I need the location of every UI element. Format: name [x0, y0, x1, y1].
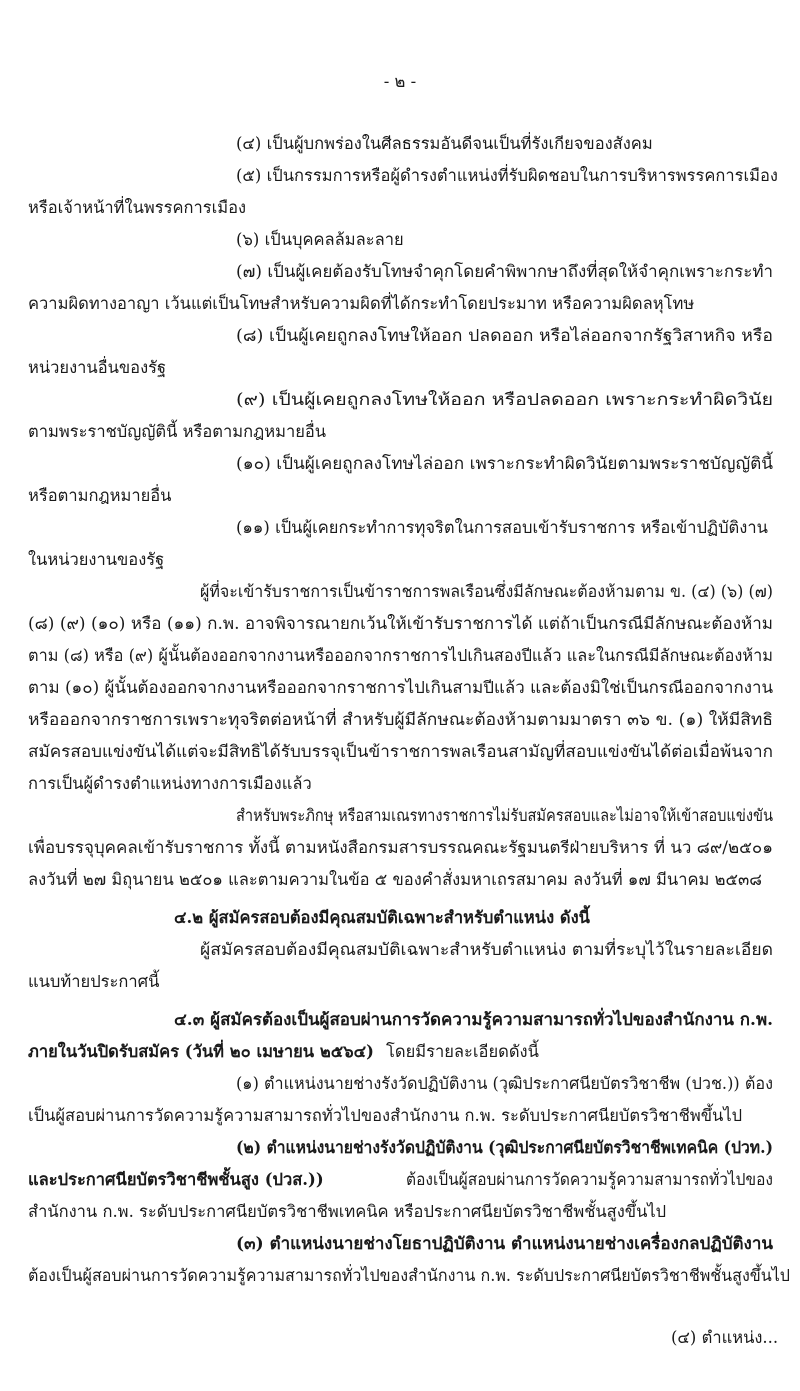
text-line: ๔.๒ ผู้สมัครสอบต้องมีคุณสมบัติเฉพาะสำหรับตำแหน่ง ดังนี้ [174, 908, 590, 927]
text-line: หน่วยงานอื่นของรัฐ [28, 358, 167, 377]
text-line: โดยมีรายละเอียดดังนี้ [386, 1042, 539, 1061]
text-line: สำนักงาน ก.พ. ระดับประกาศนียบัตรวิชาชีพเทคนิค หรือประกาศนียบัตรวิชาชีพชั้นสูงขึ้นไป [28, 1202, 667, 1221]
text-line: (๑๑) เป็นผู้เคยกระทำการทุจริตในการสอบเข้ารับราชการ หรือเข้าปฏิบัติงาน [236, 518, 768, 537]
text-line: สำหรับพระภิกษุ หรือสามเณรทางราชการไม่รับสมัครสอบและไม่อาจให้เข้าสอบแข่งขัน [236, 806, 773, 825]
text-line: (๗) เป็นผู้เคยต้องรับโทษจำคุกโดยคำพิพากษาถึงที่สุดให้จำคุกเพราะกระทำ [236, 262, 774, 281]
text-line: ลงวันที่ ๒๗ มิถุนายน ๒๕๐๑ และตามความในข้อ ๕ ของคำสั่งมหาเถรสมาคม ลงวันที่ ๑๗ มีนาคม ๒๕๓๘ [28, 870, 763, 889]
text-line: ต้องเป็นผู้สอบผ่านการวัดความรู้ความสามารถทั่วไปของสำนักงาน ก.พ. ระดับประกาศนียบัตรวิชาชีพชั้นสูงขึ้นไป [28, 1266, 791, 1285]
text-line: (๑๐) เป็นผู้เคยถูกลงโทษไล่ออก เพราะกระทำผิดวินัยตามพระราชบัญญัตินี้ [236, 454, 774, 473]
text-line: (๘) (๙) (๑๐) หรือ (๑๑) ก.พ. อาจพิจารณายกเว้นให้เข้ารับราชการได้ แต่ถ้าเป็นกรณีมีลักษณะต้องห้าม [28, 614, 774, 633]
text-line: และประกาศนียบัตรวิชาชีพชั้นสูง (ปวส.)) [28, 1170, 324, 1189]
text-line: (๘) เป็นผู้เคยถูกลงโทษให้ออก ปลดออก หรือไล่ออกจากรัฐวิสาหกิจ หรือ [236, 326, 774, 345]
text-line: (๑) ตำแหน่งนายช่างรังวัดปฏิบัติงาน (วุฒิประกาศนียบัตรวิชาชีพ (ปวช.)) ต้อง [236, 1074, 773, 1093]
text-line: ๔.๓ ผู้สมัครต้องเป็นผู้สอบผ่านการวัดความรู้ความสามารถทั่วไปของสำนักงาน ก.พ. [174, 1010, 774, 1029]
text-line: (๙) เป็นผู้เคยถูกลงโทษให้ออก หรือปลดออก เพราะกระทำผิดวินัย [236, 390, 774, 409]
page-number: - ๒ - [383, 72, 417, 91]
text-line: (๔) ตำแหน่ง... [671, 1328, 779, 1347]
text-line: (๕) เป็นกรรมการหรือผู้ดำรงตำแหน่งที่รับผิดชอบในการบริหารพรรคการเมือง [236, 166, 778, 185]
text-line: ตาม (๑๐) ผู้นั้นต้องออกจากงานหรือออกจากราชการไปเกินสามปีแล้ว และต้องมิใช่เป็นกรณีออกจากงาน [28, 678, 774, 697]
text-line: (๒) ตำแหน่งนายช่างรังวัดปฏิบัติงาน (วุฒิประกาศนียบัตรวิชาชีพเทคนิค (ปวท.) [236, 1138, 773, 1157]
text-line: เป็นผู้สอบผ่านการวัดความรู้ความสามารถทั่วไปของสำนักงาน ก.พ. ระดับประกาศนียบัตรวิชาชีพขึ้นไป [28, 1106, 743, 1125]
text-line: ผู้สมัครสอบต้องมีคุณสมบัติเฉพาะสำหรับตำแหน่ง ตามที่ระบุไว้ในรายละเอียด [200, 940, 773, 959]
text-line: (๖) เป็นบุคคลล้มละลาย [236, 230, 404, 249]
text-line: การเป็นผู้ดำรงตำแหน่งทางการเมืองแล้ว [28, 774, 312, 793]
text-line: ตาม (๘) หรือ (๙) ผู้นั้นต้องออกจากงานหรือออกจากราชการไปเกินสองปีแล้ว และในกรณีมีลักษณะต้องห้าม [28, 646, 773, 665]
text-line: ภายในวันปิดรับสมัคร (วันที่ ๒๐ เมษายน ๒๕๖๔) [28, 1042, 374, 1061]
text-line: ผู้ที่จะเข้ารับราชการเป็นข้าราชการพลเรือนซึ่งมีลักษณะต้องห้ามตาม ข. (๔) (๖) (๗) [200, 582, 773, 601]
text-line: (๓) ตำแหน่งนายช่างโยธาปฏิบัติงาน ตำแหน่งนายช่างเครื่องกลปฏิบัติงาน [236, 1234, 774, 1253]
text-line: หรือเจ้าหน้าที่ในพรรคการเมือง [28, 198, 247, 217]
text-line: ความผิดทางอาญา เว้นแต่เป็นโทษสำหรับความผิดที่ได้กระทำโดยประมาท หรือความผิดลหุโทษ [28, 294, 695, 313]
text-line: หรือออกจากราชการเพราะทุจริตต่อหน้าที่ สำหรับผู้มีลักษณะต้องห้ามตามมาตรา ๓๖ ข. (๑) ให้มีสิทธิ [28, 710, 774, 729]
text-line: (๔) เป็นผู้บกพร่องในศีลธรรมอันดีจนเป็นที่รังเกียจของสังคม [236, 134, 653, 153]
text-line: ในหน่วยงานของรัฐ [28, 550, 165, 569]
text-line: หรือตามกฎหมายอื่น [28, 486, 172, 505]
text-line: เพื่อบรรจุบุคคลเข้ารับราชการ ทั้งนี้ ตามหนังสือกรมสารบรรณคณะรัฐมนตรีฝ่ายบริหาร ที่ นว ๘๙/๒๕๐๑ [28, 838, 773, 857]
text-line: ตามพระราชบัญญัตินี้ หรือตามกฎหมายอื่น [28, 422, 327, 441]
text-line: ต้องเป็นผู้สอบผ่านการวัดความรู้ความสามารถทั่วไปของ [406, 1170, 773, 1189]
text-line: แนบท้ายประกาศนี้ [28, 972, 160, 991]
text-line: สมัครสอบแข่งขันได้แต่จะมีสิทธิได้รับบรรจุเป็นข้าราชการพลเรือนสามัญที่สอบแข่งขันได้ต่อเมื่อพ้นจาก [28, 742, 774, 761]
